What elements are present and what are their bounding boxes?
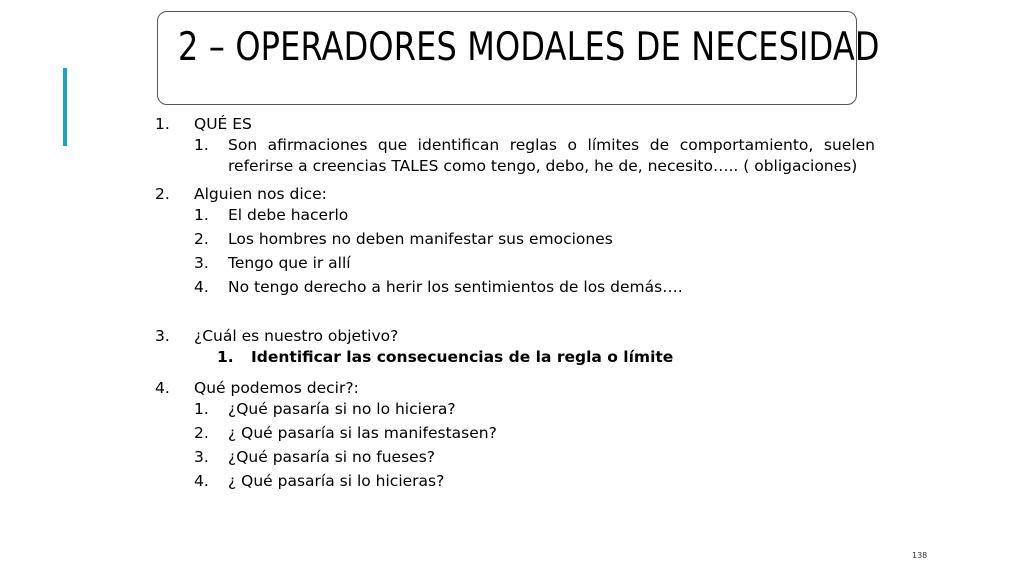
sub-list-item: [194, 347, 875, 368]
list-item-alguien-nos-dice: [155, 184, 875, 298]
sub-list-text: El debe hacerlo: [228, 206, 349, 224]
list-number: 3.: [155, 327, 170, 345]
sub-list: [194, 399, 875, 492]
page-number: 138: [912, 551, 928, 560]
sub-list-item: [194, 423, 875, 444]
list-number: 1.: [155, 115, 170, 133]
sub-list-item: [194, 253, 875, 274]
list-number: 4.: [194, 472, 209, 490]
sub-list-text: Identificar las consecuencias de la regla o límite: [251, 348, 674, 366]
sub-list-text: ¿Qué pasaría si no fueses?: [228, 448, 436, 466]
sub-list-text: Tengo que ir allí: [228, 254, 351, 272]
sub-list: [194, 205, 875, 298]
slide-content: [155, 114, 875, 492]
list-number: 2.: [194, 230, 209, 248]
sub-list-item: [194, 135, 875, 177]
sub-list-item: [194, 277, 875, 298]
sub-list-text: ¿ Qué pasaría si las manifestasen?: [228, 424, 497, 442]
sub-list: [194, 135, 875, 177]
list-number: 4.: [155, 379, 170, 397]
accent-bar: [63, 68, 67, 146]
list-item-que-es: [155, 114, 875, 177]
section-heading: QUÉ ES: [194, 115, 252, 133]
main-list: [155, 114, 875, 492]
list-number: 2.: [155, 185, 170, 203]
section-heading: Alguien nos dice:: [194, 185, 327, 203]
list-number: 4.: [194, 278, 209, 296]
slide-title: 2 – OPERADORES MODALES DE NECESIDAD: [178, 25, 880, 70]
sub-list-text: No tengo derecho a herir los sentimientos de los demás….: [228, 278, 683, 296]
sub-list-text: ¿Qué pasaría si no lo hiciera?: [228, 400, 456, 418]
sub-list-text: ¿ Qué pasaría si lo hicieras?: [228, 472, 445, 490]
list-item-que-podemos-decir: [155, 378, 875, 492]
section-heading: ¿Cuál es nuestro objetivo?: [194, 327, 399, 345]
sub-list-item: [194, 205, 875, 226]
sub-list-item: [194, 471, 875, 492]
sub-list-item: [194, 229, 875, 250]
sub-list-item: [194, 447, 875, 468]
list-number: 1.: [217, 348, 234, 366]
section-heading: Qué podemos decir?:: [194, 379, 359, 397]
list-number: 1.: [194, 400, 209, 418]
list-number: 1.: [194, 206, 209, 224]
sub-list-item: [194, 399, 875, 420]
list-item-objetivo: [155, 326, 875, 368]
list-number: 1.: [194, 136, 209, 154]
sub-list-text: Son afirmaciones que identifican reglas o límites de comportamiento, suelen referirse a creencias TALES como tengo, debo, he de, necesito….. ( obligaciones): [228, 136, 875, 175]
list-number: 3.: [194, 254, 209, 272]
sub-list: [194, 347, 875, 368]
sub-list-text: Los hombres no deben manifestar sus emociones: [228, 230, 613, 248]
list-number: 3.: [194, 448, 209, 466]
list-number: 2.: [194, 424, 209, 442]
